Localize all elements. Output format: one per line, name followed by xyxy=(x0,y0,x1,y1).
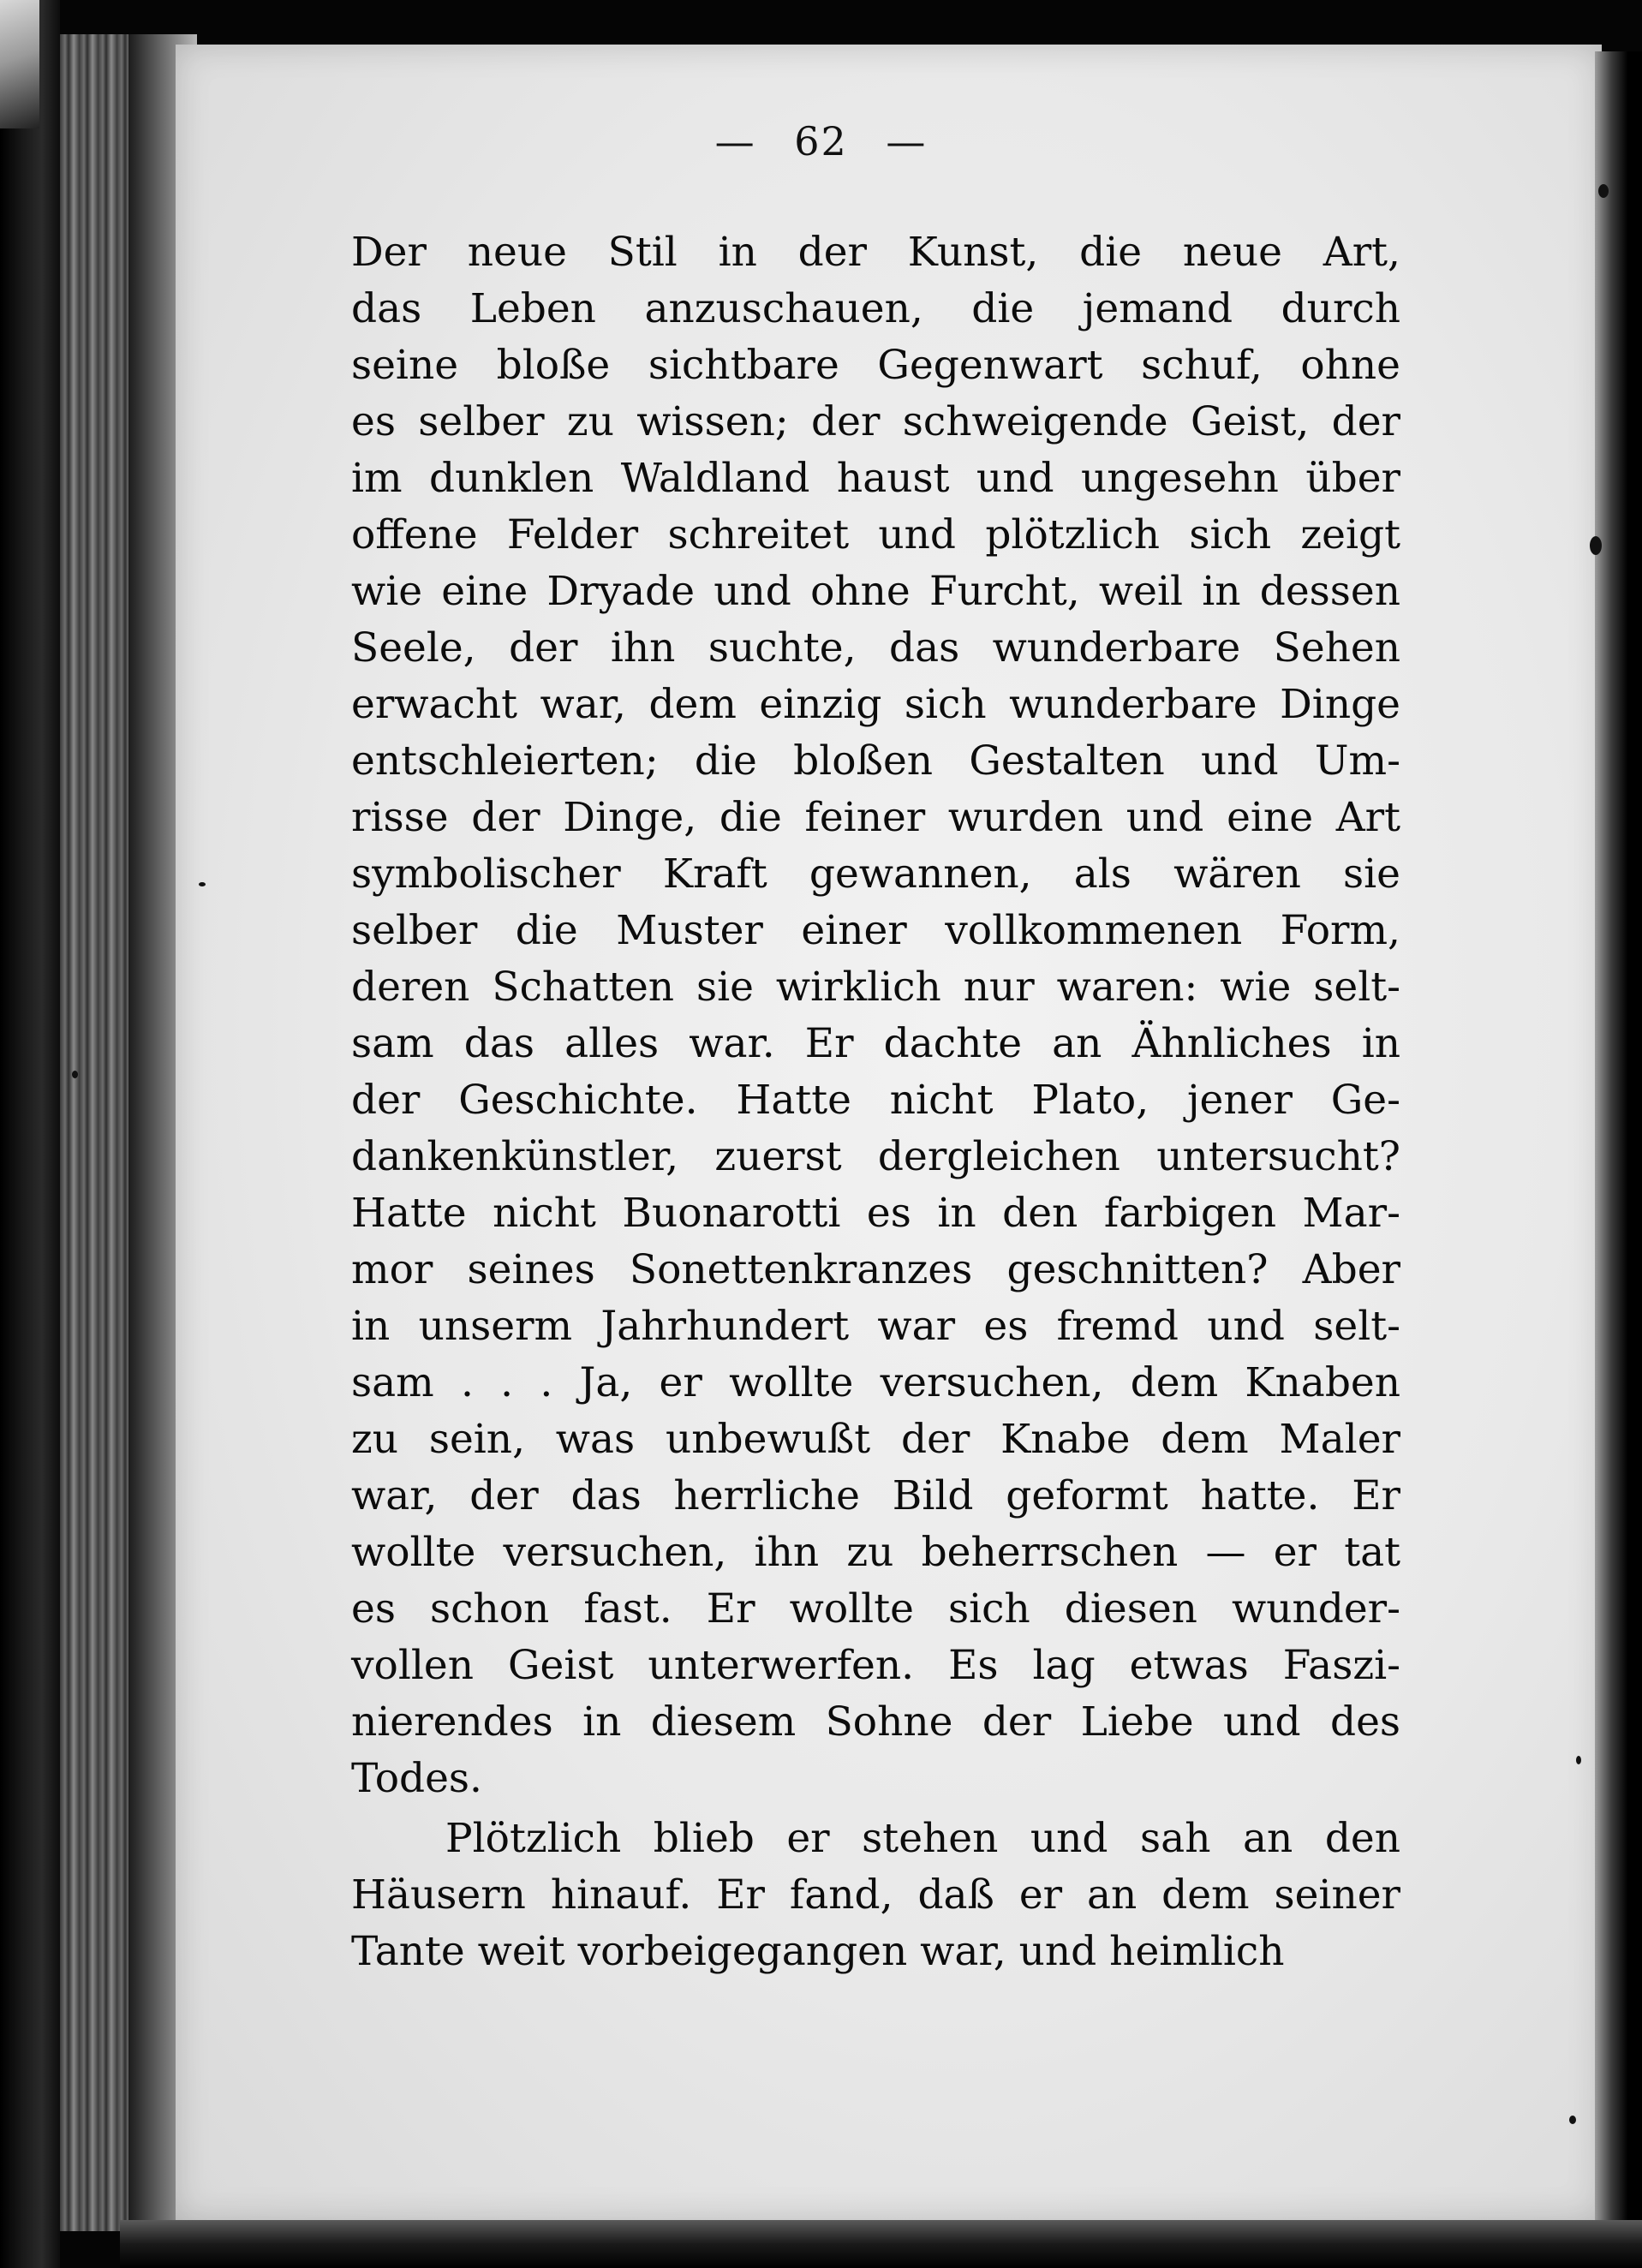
scan-speck xyxy=(1590,536,1602,555)
paragraph xyxy=(351,1811,1400,1980)
scan-speck xyxy=(72,1071,78,1078)
text-line: selber die Muster einer vollkommenen Form, xyxy=(351,907,1400,954)
text-line: in unserm Jahrhundert war es fremd und selt- xyxy=(351,1303,1400,1350)
text-line: vollen Geist unterwerfen. Es lag etwas Faszi- xyxy=(351,1642,1400,1689)
text-line: seine bloße sichtbare Gegenwart schuf, ohne xyxy=(351,342,1400,389)
book-cover-edge xyxy=(0,0,60,2268)
page-bottom-edge xyxy=(120,2220,1642,2268)
text-line: mor seines Sonettenkranzes geschnitten? Aber xyxy=(351,1246,1400,1293)
text-line: risse der Dinge, die feiner wurden und eine Art xyxy=(351,794,1400,841)
scan-speck xyxy=(1598,184,1609,198)
text-line: es selber zu wissen; der schweigende Geist, der xyxy=(351,398,1400,445)
text-line: Tante weit vorbeigegangen war, und heimlich xyxy=(351,1928,1285,1975)
page-number: 62 xyxy=(794,118,848,164)
body-text xyxy=(351,224,1400,1980)
cover-corner xyxy=(0,0,39,128)
text-line: war, der das herrliche Bild geformt hatte. Er xyxy=(351,1472,1400,1519)
text-line: der Geschichte. Hatte nicht Plato, jener Ge- xyxy=(351,1077,1400,1124)
text-line: nierendes in diesem Sohne der Liebe und des xyxy=(351,1698,1400,1746)
text-line: wie eine Dryade und ohne Furcht, weil in dessen xyxy=(351,568,1400,615)
text-line: deren Schatten sie wirklich nur waren: wie selt- xyxy=(351,964,1400,1011)
text-line: wollte versuchen, ihn zu beherrschen — er tat xyxy=(351,1529,1400,1576)
text-line: erwacht war, dem einzig sich wunderbare Dinge xyxy=(351,681,1400,728)
text-line: dankenkünstler, zuerst dergleichen untersucht? xyxy=(351,1133,1400,1180)
paragraph xyxy=(351,224,1400,1807)
page-number-header xyxy=(0,118,1642,164)
scan-speck xyxy=(1576,1756,1581,1764)
text-line: Plötzlich blieb er stehen und sah an den xyxy=(445,1815,1400,1862)
text-line: es schon fast. Er wollte sich diesen wunder- xyxy=(351,1585,1400,1632)
page-number-dash-left: — xyxy=(714,118,756,164)
page-right-edge xyxy=(1595,51,1642,2268)
text-line: Seele, der ihn suchte, das wunderbare Sehen xyxy=(351,624,1400,671)
scan-speck xyxy=(1569,2116,1576,2124)
text-line: sam . . . Ja, er wollte versuchen, dem Knaben xyxy=(351,1359,1400,1406)
scan-speck xyxy=(199,882,206,886)
text-line: das Leben anzuschauen, die jemand durch xyxy=(351,285,1400,332)
text-line: Todes. xyxy=(351,1755,482,1802)
text-line: zu sein, was unbewußt der Knabe dem Maler xyxy=(351,1416,1400,1463)
text-line: Hatte nicht Buonarotti es in den farbigen Mar- xyxy=(351,1190,1400,1237)
text-line: im dunklen Waldland haust und ungesehn über xyxy=(351,455,1400,502)
text-line: Der neue Stil in der Kunst, die neue Art, xyxy=(351,229,1400,276)
text-line: Häusern hinauf. Er fand, daß er an dem seiner xyxy=(351,1871,1400,1919)
text-line: sam das alles war. Er dachte an Ähnliches in xyxy=(351,1020,1400,1067)
text-line: symbolischer Kraft gewannen, als wären sie xyxy=(351,850,1400,898)
text-line: entschleierten; die bloßen Gestalten und Um- xyxy=(351,737,1400,785)
text-line: offene Felder schreitet und plötzlich sich zeigt xyxy=(351,511,1400,558)
page-number-dash-right: — xyxy=(886,118,928,164)
